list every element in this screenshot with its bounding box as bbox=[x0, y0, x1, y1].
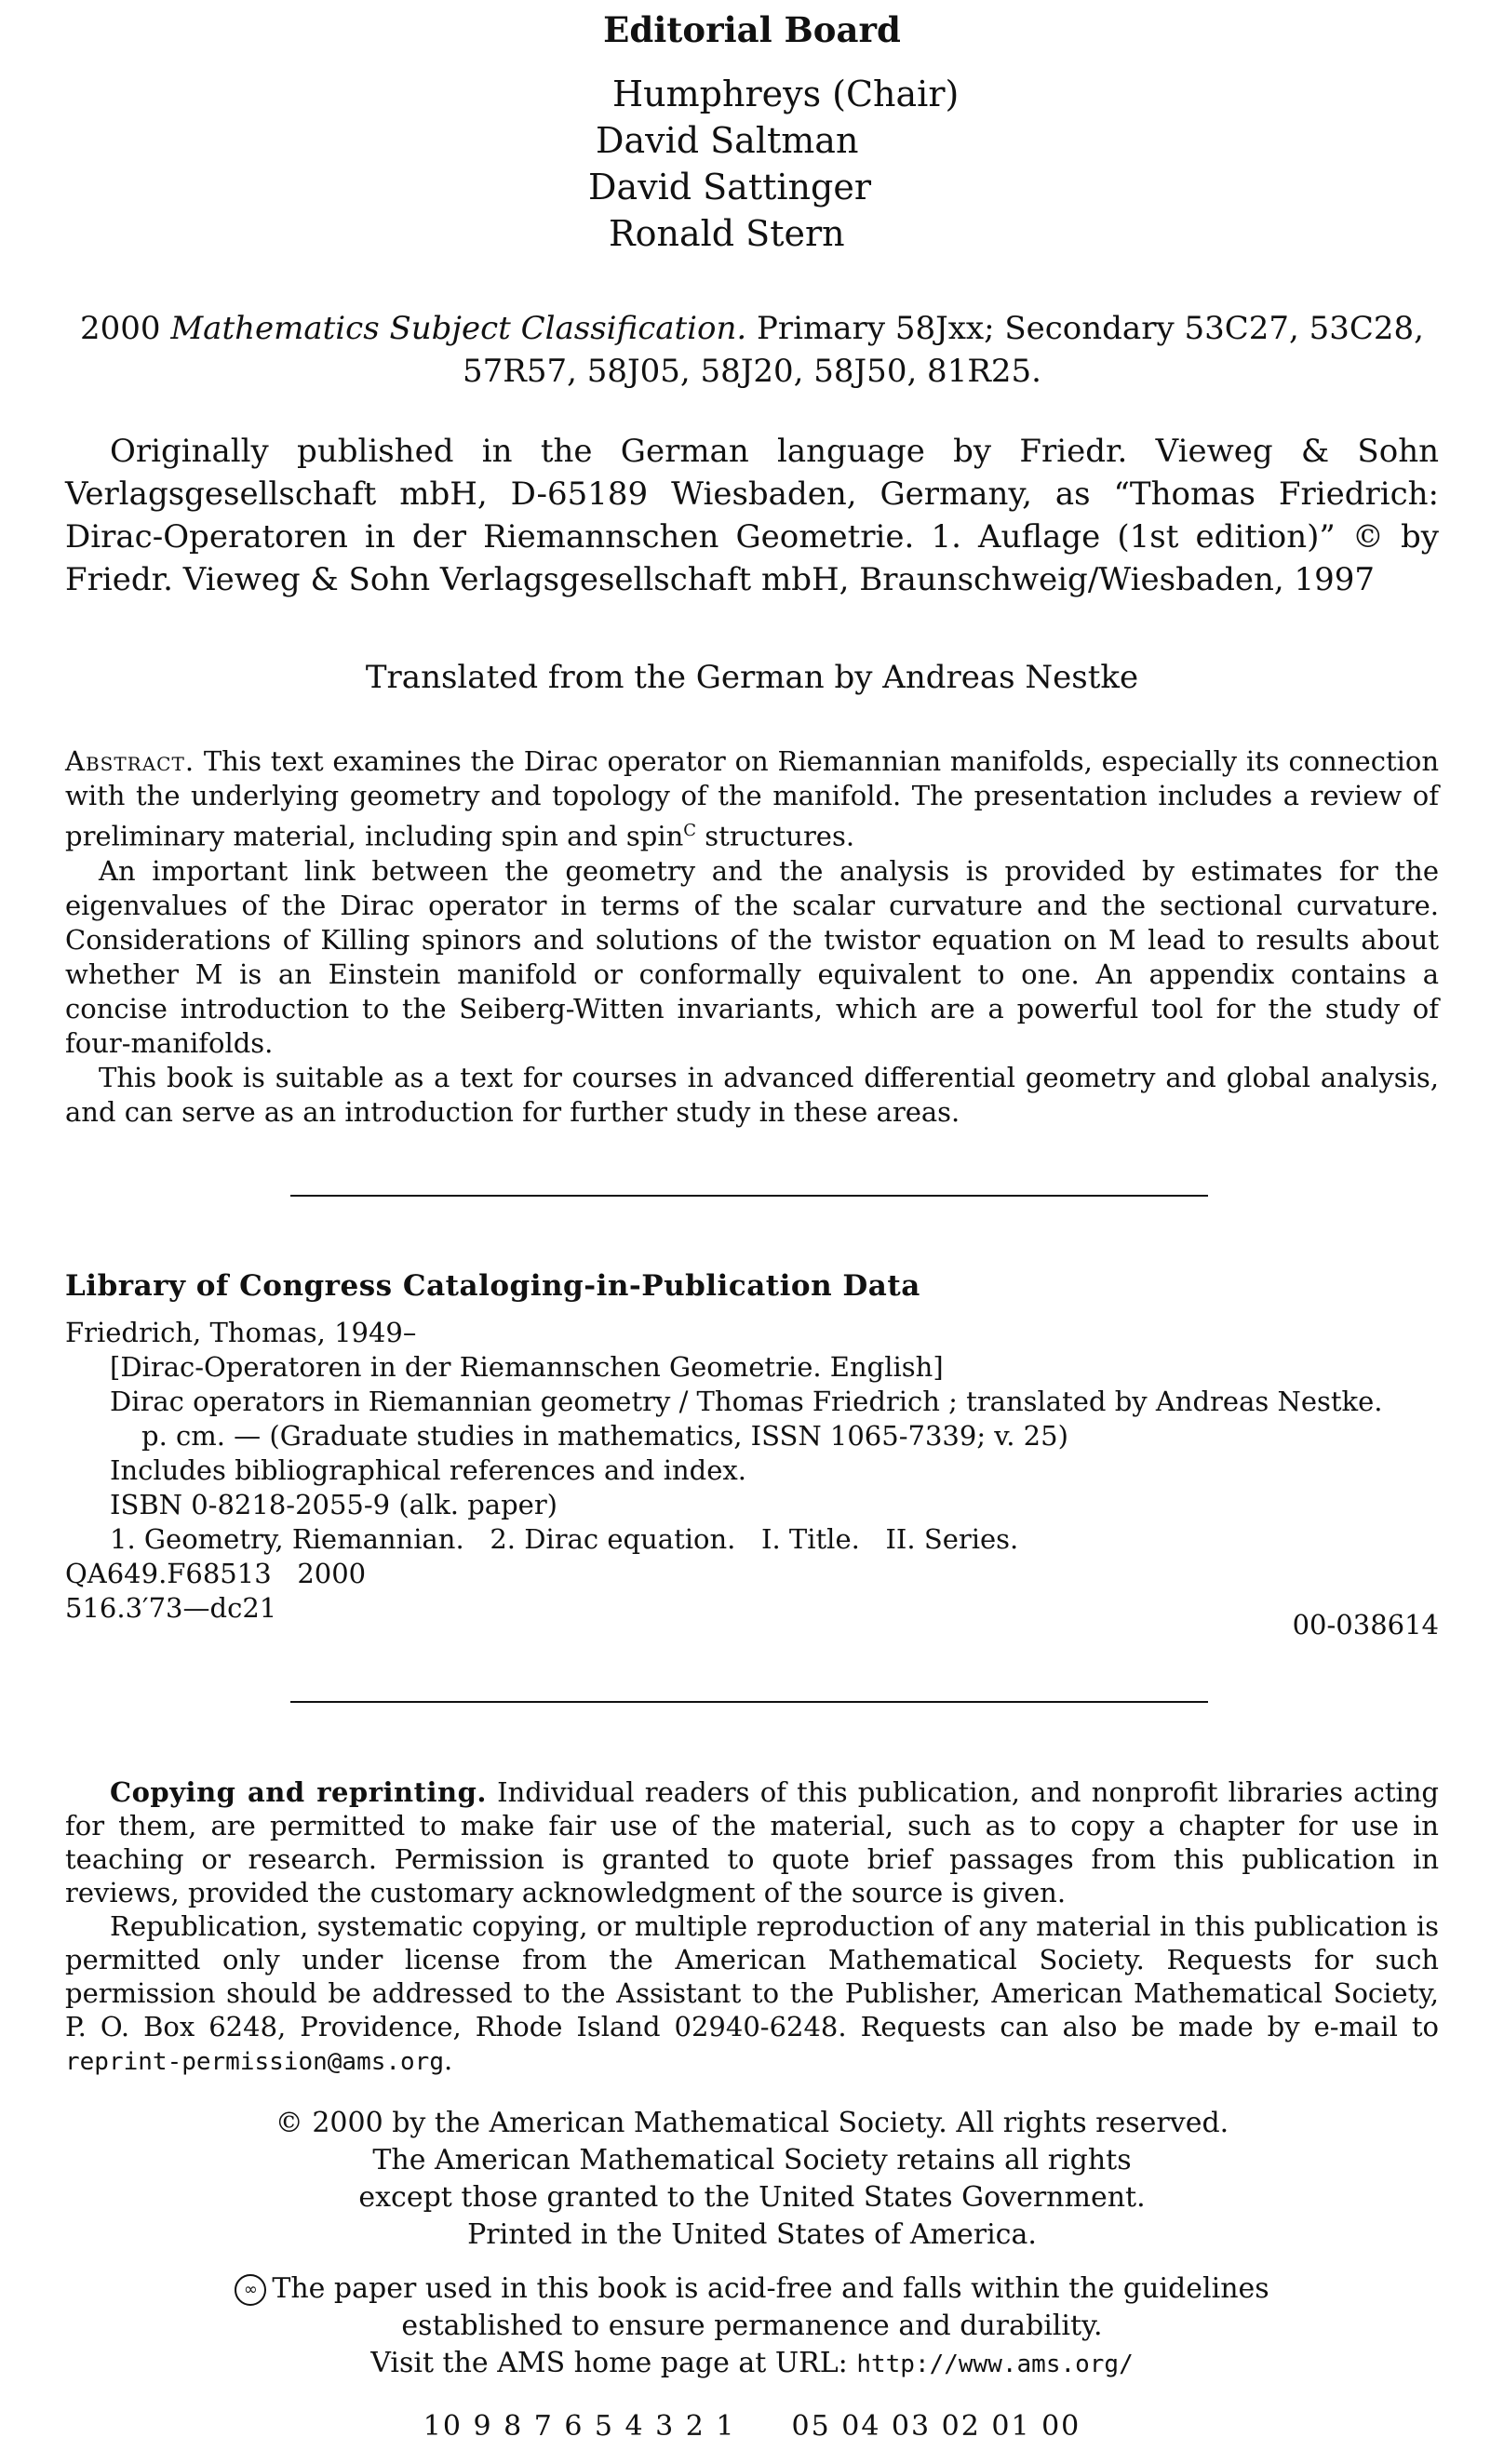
cip-author: Friedrich, Thomas, 1949– bbox=[65, 1317, 417, 1348]
cip-title-line: Dirac operators in Riemannian geometry / Thomas Friedrich ; translated by Andreas Nestke. bbox=[110, 1386, 1383, 1417]
abstract-paragraph: Abstract. This text examines the Dirac operator on Riemannian manifolds, especially its connection with the underlying geometry and topology of the manifold. The presentation includes a review of preliminary material, including spin and spin$^C$ structures. bbox=[65, 745, 1440, 852]
cip-uniform-title: [Dirac-Operatoren in der Riemannschen Geometrie. English] bbox=[110, 1351, 944, 1383]
cip-subjects: 1. Geometry, Riemannian. 2. Dirac equation. I. Title. II. Series. bbox=[110, 1523, 1019, 1555]
cip-notes: Includes bibliographical references and index. bbox=[110, 1454, 746, 1486]
cip-collation: p. cm. — (Graduate studies in mathematics, ISSN 1065-7339; v. 25) bbox=[141, 1420, 1068, 1452]
copying-paragraph: Republication, systematic copying, or multiple reproduction of any material in this publication is permitted only under license from the American Mathematical Society. Requests for such permission should be addressed to the Assistant to the Publisher, American Mathematical Society, P. O. Box 6248, Providence, Rhode Island 02940-6248. Requests can also be made by e-mail to reprint-permission@ams.org. bbox=[65, 1910, 1439, 2076]
cip-block bbox=[65, 1316, 1439, 1642]
copyright-symbol: © bbox=[275, 2107, 303, 2139]
cip-dewey: 516.3′73—dc21 bbox=[65, 1592, 277, 1624]
divider-rule bbox=[290, 1195, 1208, 1197]
subject-classification: 2000 Mathematics Subject Classification. Primary 58Jxx; Secondary 53C27, 53C28, 57R57, 58J05, 58J20, 58J50, 81R25. bbox=[80, 310, 1424, 390]
rights-statement: © 2000 by the American Mathematical Society. All rights reserved. The American Mathematical Society retains all rights except those granted to the United States Government. Printed in the United States of America. bbox=[275, 2107, 1229, 2251]
printing-line bbox=[0, 2410, 1504, 2443]
abstract-label: Abstract. bbox=[65, 745, 195, 777]
cip-lc-call: QA649.F68513 2000 bbox=[65, 1558, 367, 1589]
cip-lccn: 00-038614 bbox=[1292, 1609, 1439, 1640]
translator-credit: Translated from the German by Andreas Nestke bbox=[365, 659, 1139, 696]
editorial-board-title: Editorial Board bbox=[603, 9, 901, 50]
abstract bbox=[65, 744, 1439, 1130]
cip-isbn: ISBN 0-8218-2055-9 (alk. paper) bbox=[110, 1489, 557, 1520]
board-member: Ronald Stern bbox=[609, 213, 845, 254]
board-member: Humphreys (Chair) bbox=[612, 74, 960, 114]
copying-heading: Copying and reprinting. bbox=[110, 1776, 487, 1808]
cip-title: Library of Congress Cataloging-in-Publication Data bbox=[65, 1269, 920, 1303]
classification-label: Mathematics Subject Classification. bbox=[170, 310, 747, 347]
paper-statement: ∞ The paper used in this book is acid-free and falls within the guidelines established to ensure permanence and durability. Visit the AMS home page at URL: http://www.ams.org/ bbox=[0, 2270, 1504, 2383]
copying-reprinting bbox=[65, 1775, 1439, 2079]
board-member: David Saltman bbox=[596, 120, 859, 161]
cip-dewey-row bbox=[65, 1591, 1439, 1642]
editorial-board-list bbox=[588, 71, 960, 257]
printing-years: 05 04 03 02 01 00 bbox=[791, 2410, 1081, 2443]
board-member: David Sattinger bbox=[588, 167, 871, 208]
copying-paragraph: Copying and reprinting. Individual readers of this publication, and nonprofit libraries acting for them, are permitted to make fair use of the material, such as to copy a chapter for use in teaching or research. Permission is granted to quote brief passages from this publication in reviews, provided the customary acknowledgment of the source is given. bbox=[65, 1776, 1439, 1908]
email-link[interactable]: reprint-permission@ams.org bbox=[65, 2048, 444, 2076]
acid-free-icon: ∞ bbox=[235, 2274, 266, 2306]
original-publication-note: Originally published in the German language by Friedr. Vieweg & Sohn Verlagsgesellschaft mbH, D-65189 Wiesbaden, Germany, as “Thomas Friedrich: Dirac-Operatoren in der Riemannschen Geometrie. 1. Auflage (1st edition)” © by Friedr. Vieweg & Sohn Verlagsgesellschaft mbH, Braunschweig/Wiesbaden, 1997 bbox=[65, 433, 1439, 598]
divider-rule bbox=[290, 1701, 1208, 1703]
ams-url-link[interactable]: http://www.ams.org/ bbox=[856, 2350, 1134, 2378]
abstract-paragraph: This book is suitable as a text for courses in advanced differential geometry and global analysis, and can serve as an introduction for further study in these areas. bbox=[65, 1061, 1439, 1128]
impression-numbers: 10 9 8 7 6 5 4 3 2 1 bbox=[423, 2410, 736, 2443]
abstract-paragraph: An important link between the geometry and the analysis is provided by estimates for the eigenvalues of the Dirac operator in terms of the scalar curvature and the sectional curvature. Considerations of Killing spinors and solutions of the twistor equation on M lead to results about whether M is an Einstein manifold or conformally equivalent to one. An appendix contains a concise introduction to the Seiberg-Witten invariants, which are a powerful tool for the study of four-manifolds. bbox=[65, 854, 1439, 1059]
